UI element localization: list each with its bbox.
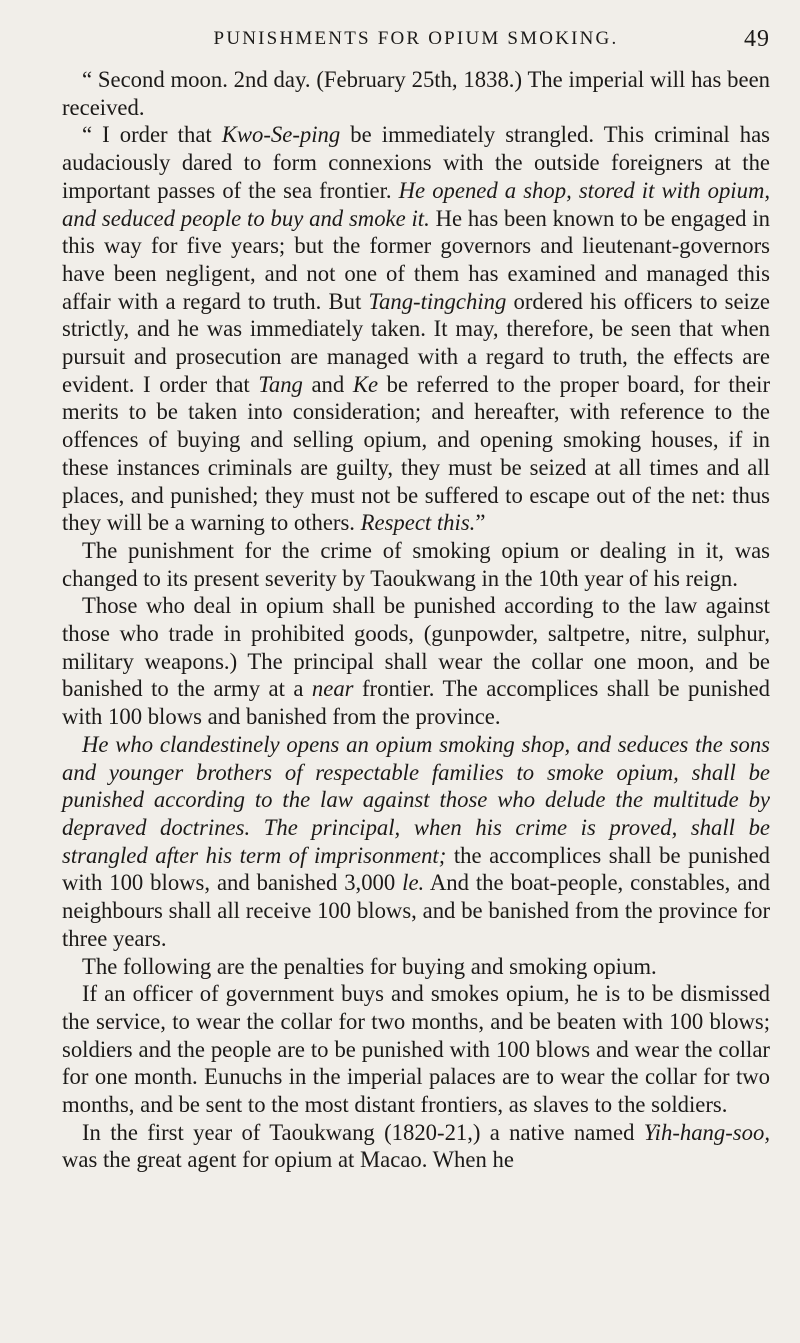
text-run: the accomplices shall be punished with 100 blows, and banished 3,000 <box>62 842 770 896</box>
text-run: and <box>302 371 353 397</box>
text-run: ordered his officers to seize strictly, and he was immediately taken. It may, therefore, be seen that when pursuit and prosecution are managed with a regard to truth, the effects are evident. I order that <box>62 288 770 397</box>
paragraph <box>62 537 770 592</box>
italic-text: Tang-tingching <box>368 288 507 314</box>
text-run: Those who deal in opium shall be punished according to the law against those who trade in prohibited goods, (gunpowder, saltpetre, nitre, sulphur, military weapons.) The principal shall wear the collar one moon, and be banished to the army at a <box>62 593 770 702</box>
italic-text: Tang <box>258 371 303 397</box>
text-run: The following are the penalties for buying and smoking opium. <box>82 953 657 979</box>
paragraph <box>62 980 770 1119</box>
paragraph <box>62 1119 770 1174</box>
paragraph <box>62 731 770 953</box>
italic-text: Ke <box>352 371 379 397</box>
text-run: If an officer of government buys and smokes opium, he is to be dismissed the service, to wear the collar for two months, and be beaten with 100 blows; soldiers and the people are to be punished with 100 blows and wear the collar for one month. Eunuchs in the imperial palaces are to wear the collar for two months, and be sent to the most distant frontiers, as slaves to the soldiers. <box>62 981 770 1118</box>
text-run: “ Second moon. 2nd day. (February 25th, 1838.) The imperial will has been received. <box>62 67 770 120</box>
text-run: “ I order that <box>82 122 222 148</box>
text-run: be referred to the proper board, for their merits to be taken into consideration; and hereafter, with reference to the offences of buying and selling opium, and opening smoking houses, if in these instances criminals are guilty, they must be seized at all times and all places, and punished; they must not be suffered to escape out of the net: thus they will be a warning to others. <box>62 371 770 536</box>
page-header <box>62 18 770 58</box>
book-page <box>62 18 770 1174</box>
paragraph <box>62 66 770 121</box>
body-text <box>62 66 770 1174</box>
italic-text: near <box>311 676 354 702</box>
text-run: frontier. The accomplices shall be punished with 100 blows and banished from the province. <box>62 676 770 730</box>
text-run: In the first year of Taoukwang (1820-21,) a native named <box>82 1119 644 1145</box>
italic-text: Yih-hang-soo, <box>643 1119 770 1145</box>
page-number: 49 <box>744 26 770 52</box>
text-run: And the boat-people, constables, and neighbours shall all receive 100 blows, and be banished from the province for three years. <box>62 870 770 951</box>
paragraph <box>62 953 770 981</box>
italic-text: Kwo-Se-ping <box>221 122 341 148</box>
italic-text: He who clandestinely opens an opium smoking shop, and seduces the sons and younger brothers of respectable families to smoke opium, shall be punished according to the law against those who delude the multitude by depraved doctrines. The principal, when his crime is proved, shall be strangled after his term of imprisonment; <box>62 731 770 868</box>
text-run: be immediately strangled. This criminal has audaciously dared to form connexions with the outside foreigners at the important passes of the sea frontier. <box>62 122 771 203</box>
text-run: The punishment for the crime of smoking opium or dealing in it, was changed to its present severity by Taoukwang in the 10th year of his reign. <box>62 537 770 591</box>
italic-text: He opened a shop, stored it with opium, and seduced people to buy and smoke it. <box>62 177 770 231</box>
paragraph <box>62 592 770 731</box>
text-run: ” <box>475 510 486 536</box>
italic-text: le. <box>402 870 425 896</box>
paragraph <box>62 121 770 537</box>
text-run: was the great agent for opium at Macao. When he <box>62 1147 514 1173</box>
italic-text: Respect this. <box>360 510 476 536</box>
text-run: He has been known to be engaged in this way for five years; but the former governors and lieutenant-governors have been negligent, and not one of them has examined and managed this affair with a regard to truth. But <box>62 205 770 314</box>
running-head: PUNISHMENTS FOR OPIUM SMOKING. <box>213 28 619 49</box>
